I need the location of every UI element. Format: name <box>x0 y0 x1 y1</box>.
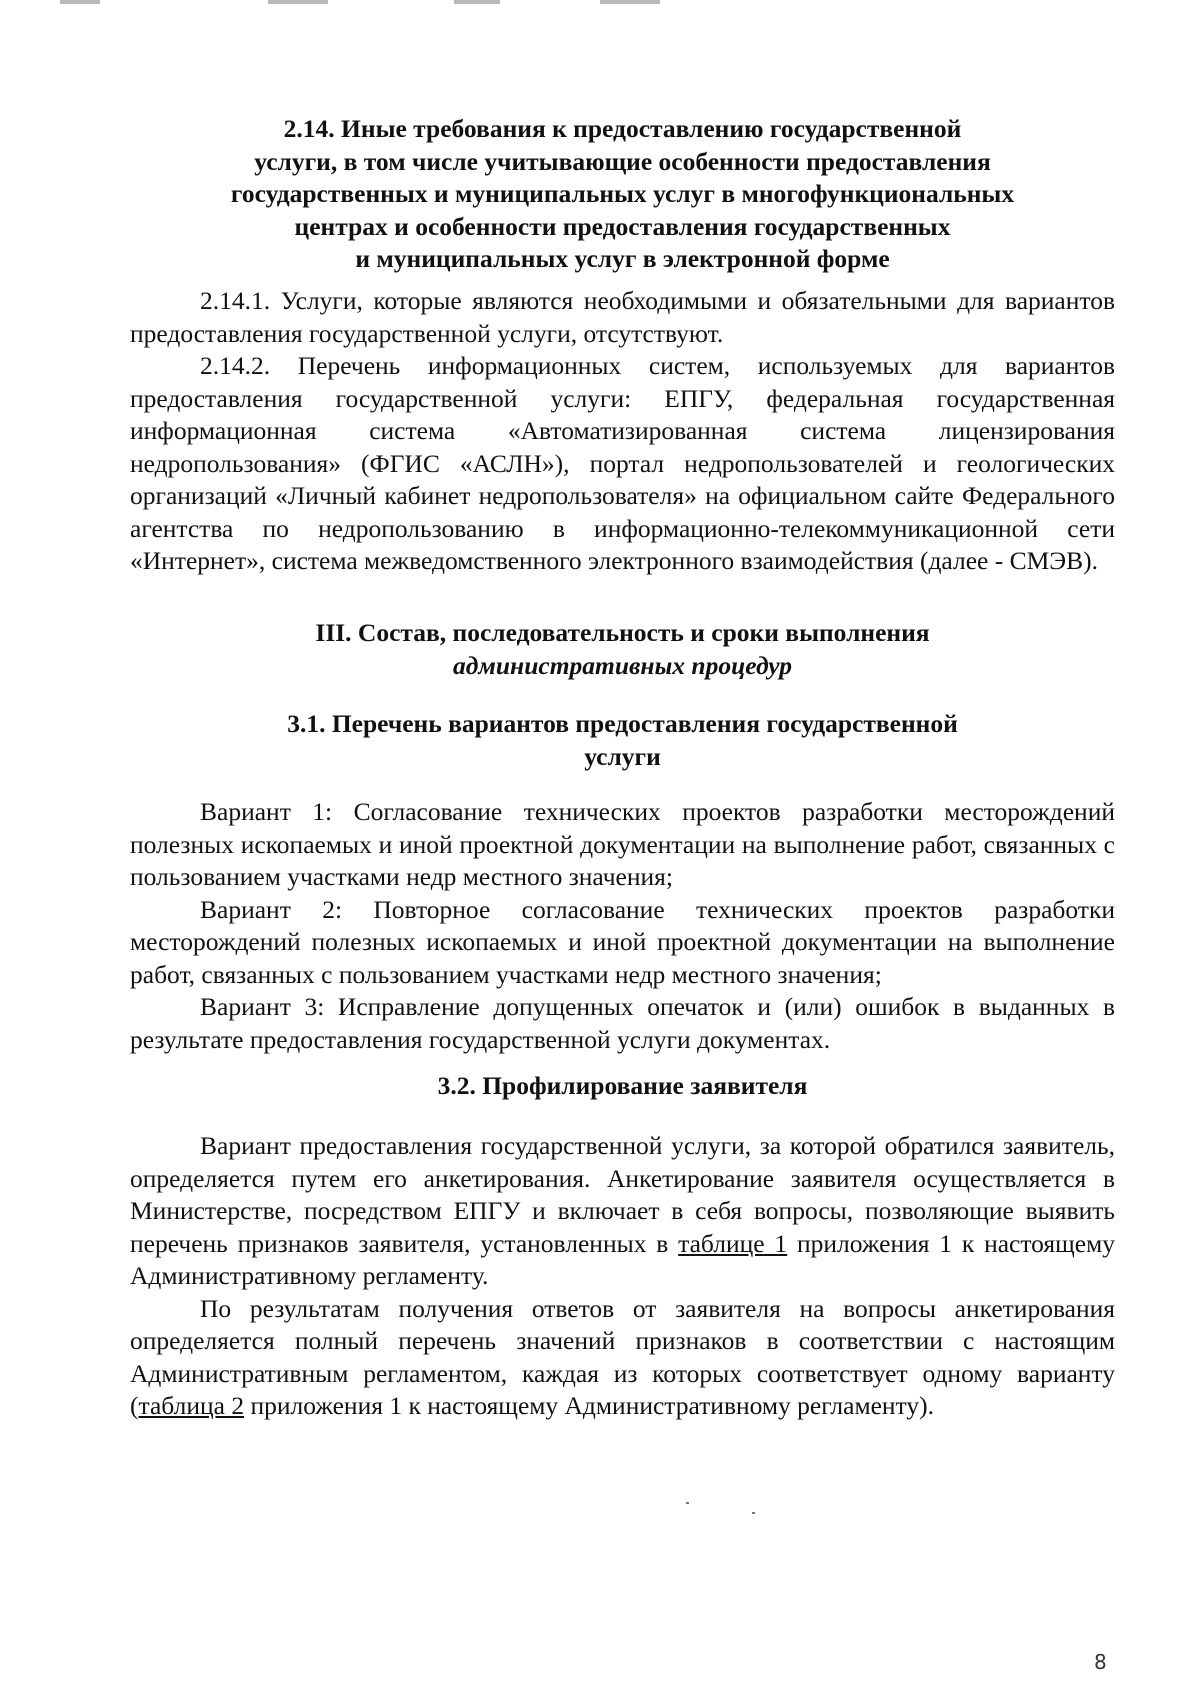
variant-1: Вариант 1: Согласование технических проектов разработки месторождений полезных ископаемых и иной проектной документации на выполнение работ, связанных с пользованием участками недр местного значения; <box>130 797 1115 891</box>
scan-speck <box>686 1502 689 1504</box>
heading-line: и муниципальных услуг в электронной форме <box>355 244 890 273</box>
paragraph-text: приложения 1 к настоящему Административному регламенту). <box>244 1391 934 1420</box>
paragraph-text: По результатам получения ответов от заявителя на вопросы анкетирования определяется полный перечень значений признаков в соответствии с настоящим Административным регламентом, каждая из которых соответствует одному варианту ( <box>130 1293 1115 1420</box>
table-1-reference: таблице 1 <box>678 1228 788 1258</box>
variant-2: Вариант 2: Повторное согласование технических проектов разработки месторождений полезных ископаемых и иной проектной документации на выполнение работ, связанных с пользованием участками недр местного значения; <box>130 894 1115 989</box>
heading-line: административных процедур <box>452 650 793 680</box>
section-3-1-heading <box>130 708 1115 773</box>
scan-artifact <box>454 0 500 4</box>
variant-3: Вариант 3: Исправление допущенных опечаток и (или) ошибок в выданных в результате предоставления государственной услуги документах. <box>130 992 1115 1054</box>
scan-artifact <box>600 0 660 4</box>
section-3-2-body <box>130 1130 1115 1423</box>
scan-artifact <box>268 0 328 4</box>
section-3-1-body <box>130 796 1115 1056</box>
scan-speck <box>752 1512 755 1514</box>
section-2-14-heading <box>130 113 1115 276</box>
heading-line: 2.14. Иные требования к предоставлению государственной <box>283 114 962 143</box>
section-2-14-body <box>130 285 1115 578</box>
heading-line: услуги <box>584 741 661 771</box>
heading-line: услуги, в том числе учитывающие особенности предоставления <box>254 146 991 176</box>
paragraph-text: приложения 1 к настоящему Административному регламенту. <box>130 1228 1115 1290</box>
paragraph-3-2-2 <box>130 1293 1115 1423</box>
heading-line: 3.1. Перечень вариантов предоставления государственной <box>287 709 958 738</box>
scan-artifact <box>60 0 100 4</box>
section-3-2-heading <box>130 1070 1115 1103</box>
table-2-reference: таблица 2 <box>138 1391 245 1420</box>
heading-line: 3.2. Профилирование заявителя <box>437 1071 808 1100</box>
paragraph-text: Вариант предоставления государственной услуги, за которой обратился заявитель, определяется путем его анкетирования. Анкетирование заявителя осуществляется в Министерстве, посредством ЕПГУ и включает в себя вопросы, позволяющие выявить перечень признаков заявителя, установленных в <box>130 1131 1115 1258</box>
heading-line: государственных и муниципальных услуг в многофункциональных <box>230 179 1015 208</box>
page-number: 8 <box>1094 1650 1107 1674</box>
paragraph-2-14-2: 2.14.2. Перечень информационных систем, используемых для вариантов предоставления государственной услуги: ЕПГУ, федеральная государственная информационная система «Автоматизированная система лицензирования недропользования» (ФГИС «АСЛН»), портал недропользователей и геологических организаций «Личный кабинет недропользователя» на официальном сайте Федерального агентства по недропользованию в информационно-телекоммуникационной сети «Интернет», система межведомственного электронного взаимодействия (далее - СМЭВ). <box>130 351 1115 575</box>
heading-line: III. Состав, последовательность и сроки выполнения <box>315 618 930 647</box>
paragraph-2-14-1: 2.14.1. Услуги, которые являются необходимыми и обязательными для вариантов предоставления государственной услуги, отсутствуют. <box>130 286 1115 348</box>
section-III-heading <box>130 617 1115 682</box>
heading-line: центрах и особенности предоставления государственных <box>294 211 951 241</box>
paragraph-3-2-1 <box>130 1130 1115 1293</box>
